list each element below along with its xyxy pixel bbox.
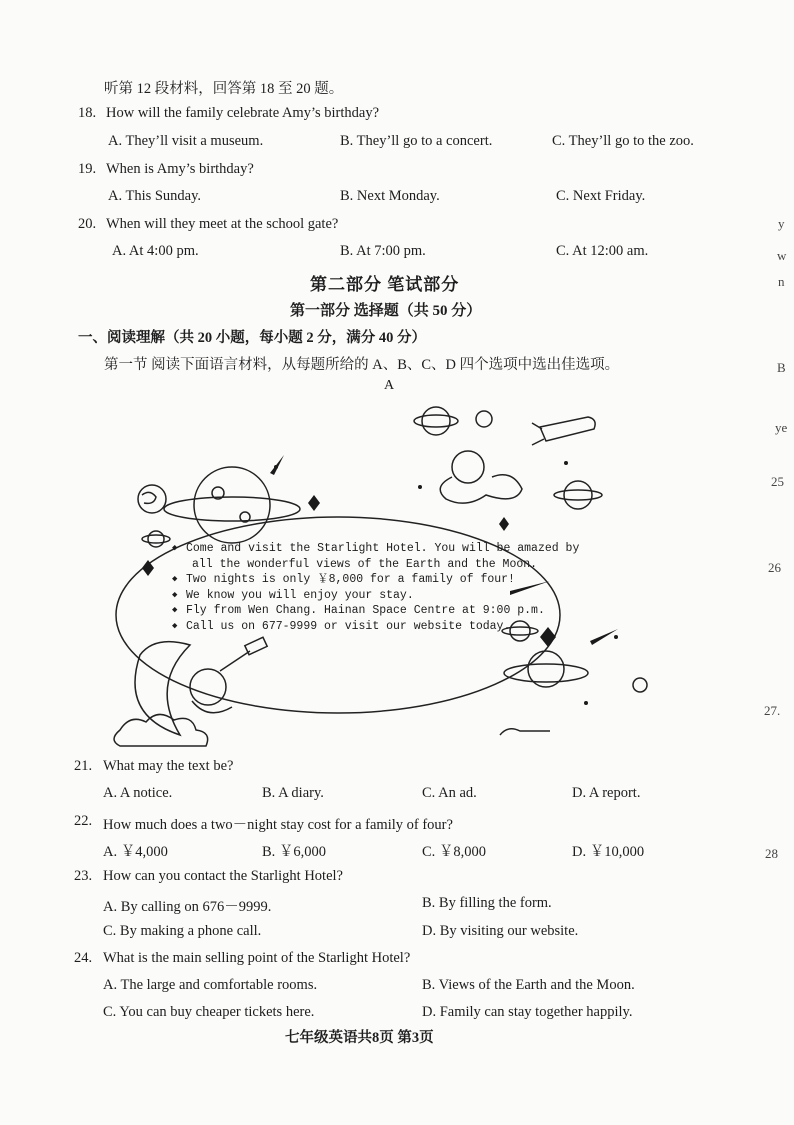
listening-intro: 听第 12 段材料，回答第 18 至 20 题。: [104, 81, 344, 97]
option: D. By visiting our website.: [422, 923, 579, 939]
question-number: 21.: [74, 758, 93, 774]
option: C. ￥8,000: [422, 844, 487, 860]
part-two-title: 第二部分 笔试部分: [310, 275, 460, 294]
option: A. This Sunday.: [108, 188, 202, 204]
option: A. At 4:00 pm.: [112, 243, 199, 259]
question-number: 23.: [74, 868, 93, 884]
page-footer: 七年级英语共8页 第3页: [285, 1030, 434, 1046]
question-number: 18.: [78, 105, 97, 121]
edge-fragment: y: [778, 216, 785, 231]
edge-fragment: 27.: [764, 703, 781, 718]
question-text: When will they meet at the school gate?: [106, 216, 339, 232]
edge-fragment: 28: [765, 846, 778, 861]
option: C. By making a phone call.: [103, 923, 262, 939]
option: A. The large and comfortable rooms.: [103, 977, 318, 993]
passage-label: A: [384, 378, 395, 393]
question-text: How much does a two－night stay cost for a family of four?: [103, 817, 453, 833]
question-text: What is the main selling point of the Starlight Hotel?: [103, 950, 411, 966]
option: C. An ad.: [422, 785, 477, 801]
starlight-hotel-ad: [100, 405, 660, 750]
option: C. You can buy cheaper tickets here.: [103, 1004, 315, 1020]
ad-line: all the wonderful views of the Earth and the Moon.: [192, 557, 538, 571]
bullet-diamond-icon: ◆: [172, 543, 178, 553]
question-number: 22.: [74, 813, 93, 829]
ad-copy: [172, 541, 580, 634]
option: B. Views of the Earth and the Moon.: [422, 977, 635, 993]
ad-line: We know you will enjoy your stay.: [186, 588, 414, 602]
option: A. They’ll visit a museum.: [108, 133, 264, 149]
bullet-diamond-icon: ◆: [172, 605, 178, 615]
option: D. Family can stay together happily.: [422, 1004, 633, 1020]
question-text: How will the family celebrate Amy’s birthday?: [106, 105, 380, 121]
bullet-diamond-icon: ◆: [172, 589, 178, 600]
option: C. They’ll go to the zoo.: [552, 133, 694, 149]
edge-fragment: ye: [775, 420, 788, 435]
section-one-title: 一、阅读理解（共 20 小题，每小题 2 分，满分 40 分）: [78, 330, 426, 346]
option: B. Next Monday.: [340, 188, 440, 204]
option: C. At 12:00 am.: [556, 243, 649, 259]
edge-fragment: w: [777, 248, 787, 263]
option: A. By calling on 676－9999.: [103, 899, 272, 915]
edge-fragment: 26: [768, 560, 781, 575]
question-number: 24.: [74, 950, 93, 966]
option: B. By filling the form.: [422, 895, 552, 911]
question-number: 20.: [78, 216, 97, 232]
edge-fragment: n: [778, 274, 785, 289]
edge-fragment: B: [777, 360, 786, 375]
option: B. ￥6,000: [262, 844, 327, 860]
ad-line: Come and visit the Starlight Hotel. You will be amazed by: [186, 542, 580, 555]
ad-line: Two nights is only ￥8,000 for a family of four!: [186, 573, 515, 586]
option: B. At 7:00 pm.: [340, 243, 426, 259]
edge-fragment: 25: [771, 474, 784, 489]
part-one-title: 第一部分 选择题（共 50 分）: [290, 303, 482, 319]
question-text: How can you contact the Starlight Hotel?: [103, 868, 343, 884]
question-text: When is Amy’s birthday?: [106, 161, 254, 177]
ad-line: Fly from Wen Chang. Hainan Space Centre at 9:00 p.m.: [186, 604, 545, 617]
question-number: 19.: [78, 161, 97, 177]
option: B. They’ll go to a concert.: [340, 133, 493, 149]
option: D. A report.: [572, 785, 641, 801]
bullet-diamond-icon: ◆: [172, 574, 178, 584]
bullet-diamond-icon: ◆: [172, 620, 178, 631]
option: A. A notice.: [103, 785, 173, 801]
option: D. ￥10,000: [572, 844, 645, 860]
option: C. Next Friday.: [556, 188, 646, 204]
question-text: What may the text be?: [103, 758, 234, 774]
section-instruction: 第一节 阅读下面语言材料，从每题所给的 A、B、C、D 四个选项中选出佳选项。: [104, 357, 620, 373]
ad-line: Call us on 677-9999 or visit our website today.: [186, 619, 511, 633]
option: A. ￥4,000: [103, 844, 168, 860]
option: B. A diary.: [262, 785, 324, 801]
